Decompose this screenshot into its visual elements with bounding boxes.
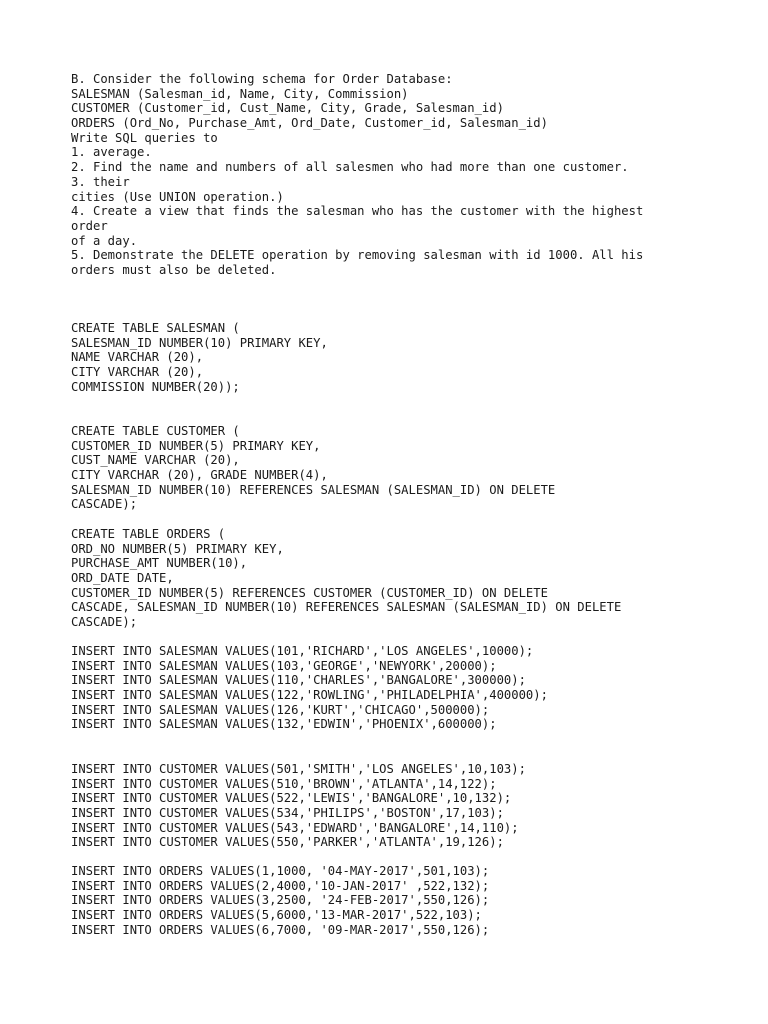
- text-line: CASCADE, SALESMAN_ID NUMBER(10) REFERENCES SALESMAN (SALESMAN_ID) ON DELETE: [71, 600, 622, 615]
- text-line: INSERT INTO SALESMAN VALUES(103,'GEORGE','NEWYORK',20000);: [71, 658, 497, 673]
- text-line: Write SQL queries to: [71, 130, 218, 145]
- text-line: INSERT INTO SALESMAN VALUES(110,'CHARLES','BANGALORE',300000);: [71, 673, 526, 688]
- customer-insert-statements: [71, 762, 526, 850]
- text-line: INSERT INTO CUSTOMER VALUES(543,'EDWARD','BANGALORE',14,110);: [71, 820, 519, 835]
- text-line: INSERT INTO SALESMAN VALUES(122,'ROWLING','PHILADELPHIA',400000);: [71, 688, 548, 703]
- text-line: INSERT INTO SALESMAN VALUES(132,'EDWIN','PHOENIX',600000);: [71, 717, 497, 732]
- text-line: INSERT INTO ORDERS VALUES(2,4000,'10-JAN-2017' ,522,132);: [71, 878, 490, 893]
- text-line: order: [71, 218, 108, 233]
- text-line: INSERT INTO CUSTOMER VALUES(510,'BROWN','ATLANTA',14,122);: [71, 776, 497, 791]
- orders-insert-statements: [71, 864, 489, 937]
- text-line: CREATE TABLE CUSTOMER (: [71, 424, 240, 438]
- text-line: 4. Create a view that finds the salesman who has the customer with the highest: [71, 204, 644, 219]
- text-line: orders must also be deleted.: [71, 262, 277, 277]
- text-line: INSERT INTO SALESMAN VALUES(126,'KURT','CHICAGO',500000);: [71, 702, 490, 717]
- text-line: ORD_NO NUMBER(5) PRIMARY KEY,: [71, 541, 284, 556]
- text-line: 5. Demonstrate the DELETE operation by removing salesman with id 1000. All his: [71, 248, 644, 263]
- text-line: 2. Find the name and numbers of all salesmen who had more than one customer.: [71, 160, 629, 175]
- text-line: INSERT INTO CUSTOMER VALUES(522,'LEWIS','BANGALORE',10,132);: [71, 791, 512, 806]
- text-line: CASCADE);: [71, 615, 138, 630]
- text-line: CUST_NAME VARCHAR (20),: [71, 453, 240, 468]
- text-line: CUSTOMER_ID NUMBER(5) PRIMARY KEY,: [71, 438, 321, 453]
- text-line: B. Consider the following schema for Order Database:: [71, 72, 453, 86]
- text-line: COMMISSION NUMBER(20));: [71, 379, 240, 394]
- salesman-insert-statements: [71, 644, 548, 732]
- text-line: INSERT INTO CUSTOMER VALUES(501,'SMITH','LOS ANGELES',10,103);: [71, 762, 526, 776]
- text-line: INSERT INTO SALESMAN VALUES(101,'RICHARD','LOS ANGELES',10000);: [71, 644, 534, 658]
- text-line: CITY VARCHAR (20), GRADE NUMBER(4),: [71, 468, 328, 483]
- text-line: CITY VARCHAR (20),: [71, 365, 204, 380]
- text-line: 3. their: [71, 174, 130, 189]
- text-line: PURCHASE_AMT NUMBER(10),: [71, 556, 248, 571]
- text-line: 1. average.: [71, 145, 152, 160]
- text-line: INSERT INTO ORDERS VALUES(5,6000,'13-MAR-2017',522,103);: [71, 908, 482, 923]
- create-table-customer: [71, 424, 555, 512]
- text-line: ORDERS (Ord_No, Purchase_Amt, Ord_Date, Customer_id, Salesman_id): [71, 116, 548, 131]
- assignment-description: [71, 72, 643, 278]
- text-line: SALESMAN_ID NUMBER(10) REFERENCES SALESMAN (SALESMAN_ID) ON DELETE: [71, 482, 556, 497]
- text-line: INSERT INTO CUSTOMER VALUES(534,'PHILIPS','BOSTON',17,103);: [71, 806, 504, 821]
- text-line: cities (Use UNION operation.): [71, 189, 284, 204]
- text-line: of a day.: [71, 233, 138, 248]
- text-line: CASCADE);: [71, 497, 138, 512]
- text-line: SALESMAN_ID NUMBER(10) PRIMARY KEY,: [71, 335, 328, 350]
- text-line: CUSTOMER (Customer_id, Cust_Name, City, Grade, Salesman_id): [71, 101, 504, 116]
- text-line: CREATE TABLE ORDERS (: [71, 527, 226, 541]
- text-line: NAME VARCHAR (20),: [71, 350, 204, 365]
- create-table-orders: [71, 527, 621, 630]
- text-line: ORD_DATE DATE,: [71, 571, 174, 586]
- text-line: SALESMAN (Salesman_id, Name, City, Commission): [71, 86, 409, 101]
- text-line: INSERT INTO ORDERS VALUES(1,1000, '04-MAY-2017',501,103);: [71, 864, 490, 878]
- text-line: CREATE TABLE SALESMAN (: [71, 321, 240, 335]
- text-line: INSERT INTO ORDERS VALUES(6,7000, '09-MAR-2017',550,126);: [71, 922, 490, 937]
- text-line: INSERT INTO ORDERS VALUES(3,2500, '24-FEB-2017',550,126);: [71, 893, 490, 908]
- text-line: CUSTOMER_ID NUMBER(5) REFERENCES CUSTOMER (CUSTOMER_ID) ON DELETE: [71, 585, 548, 600]
- text-line: INSERT INTO CUSTOMER VALUES(550,'PARKER','ATLANTA',19,126);: [71, 835, 504, 850]
- create-table-salesman: [71, 321, 328, 394]
